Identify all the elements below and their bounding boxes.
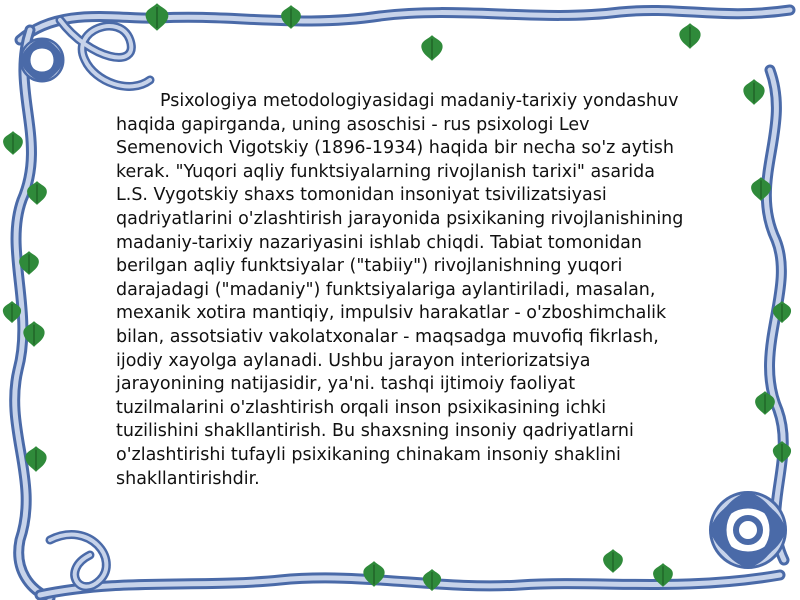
ivy-leaf-icon [603, 549, 623, 573]
body-paragraph: Psixologiya metodologiyasidagi madaniy-tarixiy yondashuv haqida gapirganda, uning asoschisi - rus psixologi Lev Semenovich Vigotskiy (1896-1934) haqida bir necha so'z aytish kerak. "Yuqori aqliy funktsiyalarning rivojlanish tarixi" asarida L.S. Vygotskiy shaxs tomonidan insoniyat tsivilizatsiyasi qadriyatlarini o'zlashtirish jarayonida psixikaning rivojlanishining madaniy-tarixiy nazariyasini ishlab chiqdi. Tabiat tomonidan berilgan aqliy funktsiyalar ("tabiiy") rivojlanishning yuqori darajadagi ("madaniy") funktsiyalariga aylantiriladi, masalan, mexanik xotira mantiqiy, impulsiv harakatlar - o'zboshimchalik bilan, assotsiativ vakolatxonalar - maqsadga muvofiq fikrlash, ijodiy xayolga aylanadi. Ushbu jarayon interiorizatsiya jarayonining natijasidir, ya'ni. tashqi ijtimoiy faoliyat tuzilmalarini o'zlashtirish orqali inson psixikasining ichki tuzilishini shakllantirish. Bu shaxsning insoniy qadriyatlarni o'zlashtirishi tufayli psixikaning chinakam insoniy shaklini shakllantirishdir. [116, 91, 684, 489]
celtic-knot-icon [24, 42, 60, 78]
ivy-leaf-icon [679, 23, 700, 49]
body-text-block [116, 90, 684, 491]
ivy-leaf-icon [421, 35, 442, 61]
ivy-leaf-icon [146, 3, 169, 31]
ivy-leaf-icon [3, 131, 23, 155]
ivy-leaf-icon [743, 79, 764, 105]
celtic-knot-icon [714, 496, 782, 564]
